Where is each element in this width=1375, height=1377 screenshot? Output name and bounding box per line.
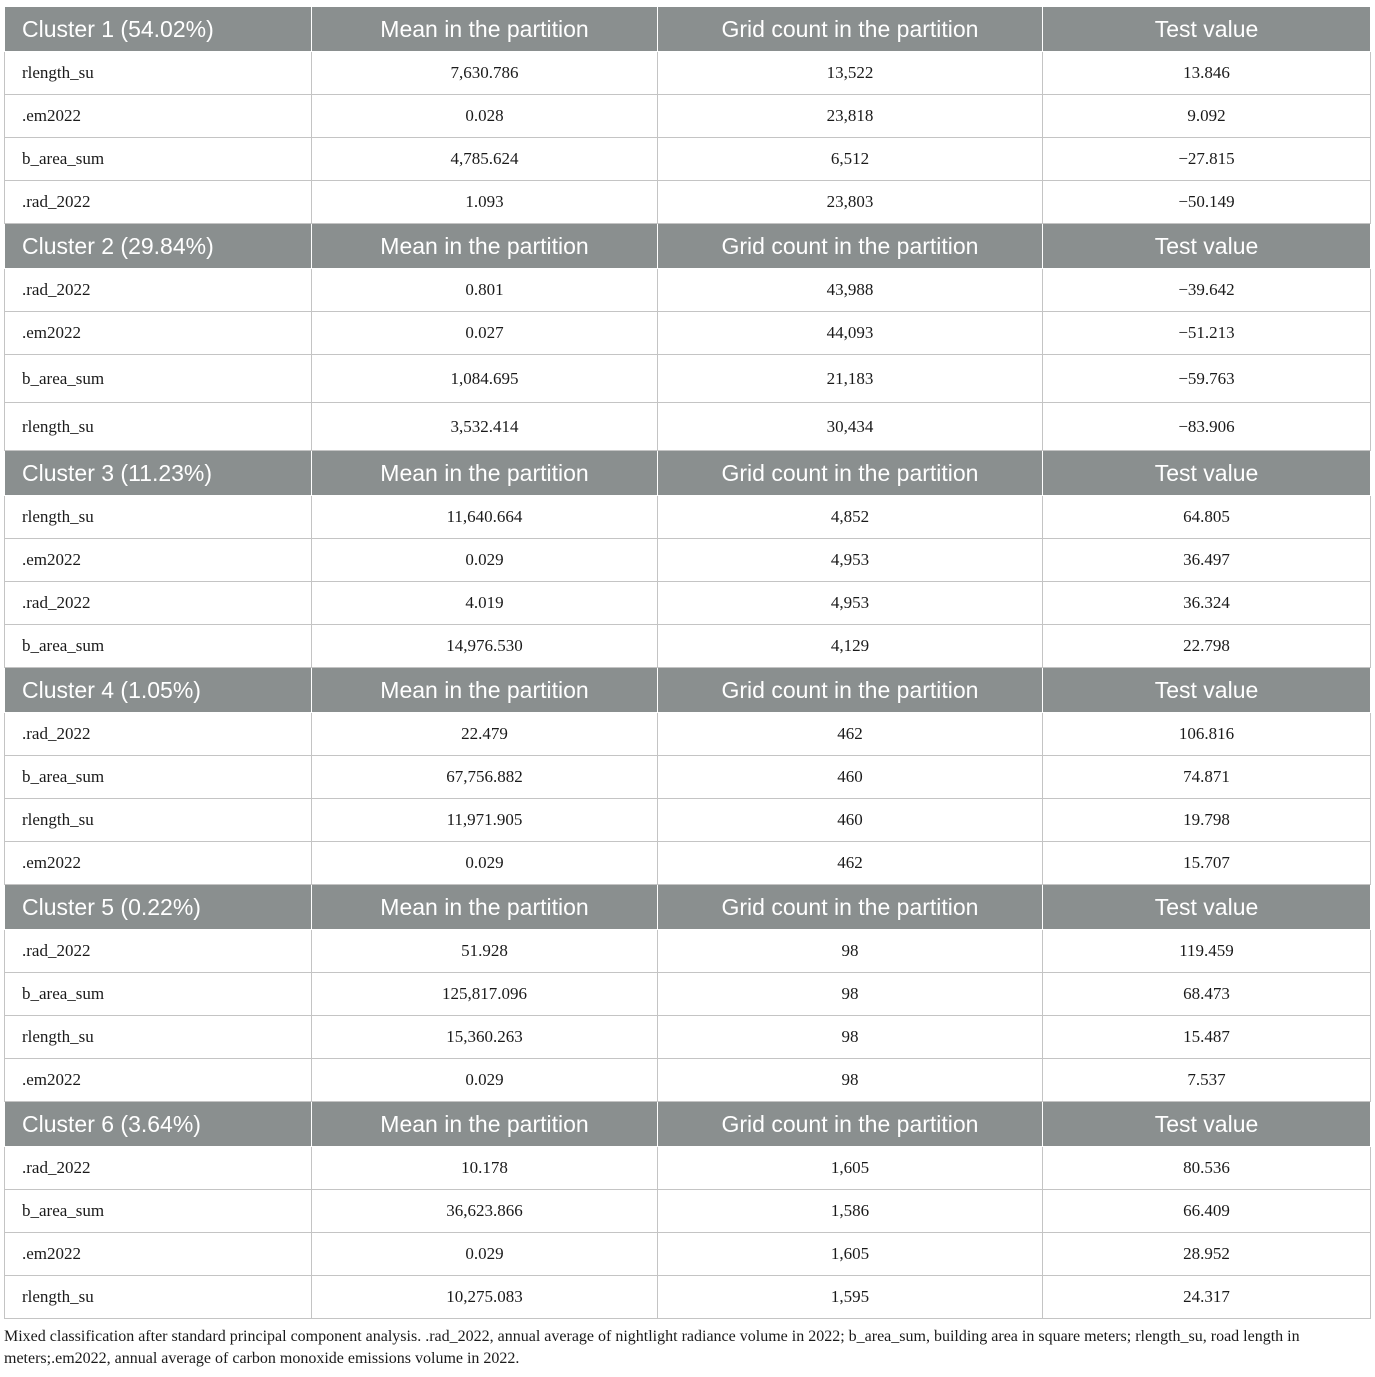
column-header: Grid count in the partition bbox=[658, 7, 1043, 52]
column-header: Mean in the partition bbox=[312, 668, 658, 713]
table-row bbox=[5, 496, 1371, 539]
value-cell: 68.473 bbox=[1043, 973, 1371, 1016]
value-cell: 4,953 bbox=[658, 582, 1043, 625]
variable-name-cell: rlength_su bbox=[5, 1276, 312, 1319]
table-row bbox=[5, 582, 1371, 625]
table-row bbox=[5, 1233, 1371, 1276]
value-cell: 23,818 bbox=[658, 95, 1043, 138]
value-cell: 0.028 bbox=[312, 95, 658, 138]
value-cell: 6,512 bbox=[658, 138, 1043, 181]
value-cell: 22.479 bbox=[312, 713, 658, 756]
value-cell: 119.459 bbox=[1043, 930, 1371, 973]
value-cell: 15,360.263 bbox=[312, 1016, 658, 1059]
table-row bbox=[5, 1016, 1371, 1059]
value-cell: 462 bbox=[658, 842, 1043, 885]
variable-name-cell: .em2022 bbox=[5, 842, 312, 885]
variable-name-cell: .rad_2022 bbox=[5, 269, 312, 312]
value-cell: 4,953 bbox=[658, 539, 1043, 582]
value-cell: −83.906 bbox=[1043, 403, 1371, 451]
variable-name-cell: .rad_2022 bbox=[5, 582, 312, 625]
variable-name-cell: .rad_2022 bbox=[5, 713, 312, 756]
column-header: Grid count in the partition bbox=[658, 885, 1043, 930]
column-header: Test value bbox=[1043, 1102, 1371, 1147]
value-cell: 80.536 bbox=[1043, 1147, 1371, 1190]
value-cell: 74.871 bbox=[1043, 756, 1371, 799]
cluster-header-row bbox=[5, 451, 1371, 496]
value-cell: 1,084.695 bbox=[312, 355, 658, 403]
value-cell: 106.816 bbox=[1043, 713, 1371, 756]
table-row bbox=[5, 269, 1371, 312]
value-cell: 0.027 bbox=[312, 312, 658, 355]
table-row bbox=[5, 181, 1371, 224]
value-cell: 36,623.866 bbox=[312, 1190, 658, 1233]
cluster-header-row bbox=[5, 885, 1371, 930]
variable-name-cell: b_area_sum bbox=[5, 625, 312, 668]
value-cell: 28.952 bbox=[1043, 1233, 1371, 1276]
value-cell: 36.324 bbox=[1043, 582, 1371, 625]
value-cell: 14,976.530 bbox=[312, 625, 658, 668]
table-row bbox=[5, 539, 1371, 582]
value-cell: 460 bbox=[658, 799, 1043, 842]
variable-name-cell: b_area_sum bbox=[5, 355, 312, 403]
value-cell: 4,785.624 bbox=[312, 138, 658, 181]
value-cell: −51.213 bbox=[1043, 312, 1371, 355]
column-header: Grid count in the partition bbox=[658, 224, 1043, 269]
cluster-table bbox=[4, 6, 1371, 1319]
value-cell: 98 bbox=[658, 1016, 1043, 1059]
value-cell: 462 bbox=[658, 713, 1043, 756]
table-row bbox=[5, 625, 1371, 668]
variable-name-cell: rlength_su bbox=[5, 1016, 312, 1059]
value-cell: 1,605 bbox=[658, 1233, 1043, 1276]
value-cell: 23,803 bbox=[658, 181, 1043, 224]
variable-name-cell: .em2022 bbox=[5, 539, 312, 582]
value-cell: 0.029 bbox=[312, 539, 658, 582]
value-cell: 0.801 bbox=[312, 269, 658, 312]
cluster-title: Cluster 4 (1.05%) bbox=[5, 668, 312, 713]
value-cell: 1,595 bbox=[658, 1276, 1043, 1319]
table-row bbox=[5, 52, 1371, 95]
cluster-header-row bbox=[5, 7, 1371, 52]
cluster-header-row bbox=[5, 224, 1371, 269]
value-cell: 21,183 bbox=[658, 355, 1043, 403]
column-header: Grid count in the partition bbox=[658, 668, 1043, 713]
column-header: Grid count in the partition bbox=[658, 451, 1043, 496]
value-cell: 51.928 bbox=[312, 930, 658, 973]
value-cell: 4,129 bbox=[658, 625, 1043, 668]
table-footnote: Mixed classification after standard principal component analysis. .rad_2022, annual average of nightlight radiance volume in 2022; b_area_sum, building area in square meters; rlength_su, road length in meters;.em2022, annual average of carbon monoxide emissions volume in 2022. bbox=[4, 1328, 1300, 1367]
cluster-table-container bbox=[4, 6, 1370, 1319]
value-cell: 3,532.414 bbox=[312, 403, 658, 451]
value-cell: 0.029 bbox=[312, 1059, 658, 1102]
value-cell: 98 bbox=[658, 930, 1043, 973]
column-header: Test value bbox=[1043, 7, 1371, 52]
variable-name-cell: .em2022 bbox=[5, 95, 312, 138]
column-header: Mean in the partition bbox=[312, 451, 658, 496]
variable-name-cell: b_area_sum bbox=[5, 138, 312, 181]
table-row bbox=[5, 842, 1371, 885]
table-row bbox=[5, 95, 1371, 138]
column-header: Test value bbox=[1043, 668, 1371, 713]
column-header: Test value bbox=[1043, 885, 1371, 930]
value-cell: 19.798 bbox=[1043, 799, 1371, 842]
table-row bbox=[5, 1190, 1371, 1233]
value-cell: −59.763 bbox=[1043, 355, 1371, 403]
variable-name-cell: .em2022 bbox=[5, 1059, 312, 1102]
value-cell: 1.093 bbox=[312, 181, 658, 224]
value-cell: 44,093 bbox=[658, 312, 1043, 355]
variable-name-cell: .rad_2022 bbox=[5, 181, 312, 224]
value-cell: 24.317 bbox=[1043, 1276, 1371, 1319]
variable-name-cell: .rad_2022 bbox=[5, 930, 312, 973]
variable-name-cell: rlength_su bbox=[5, 403, 312, 451]
table-row bbox=[5, 1276, 1371, 1319]
value-cell: 125,817.096 bbox=[312, 973, 658, 1016]
cluster-title: Cluster 6 (3.64%) bbox=[5, 1102, 312, 1147]
table-row bbox=[5, 713, 1371, 756]
table-row bbox=[5, 930, 1371, 973]
table-row bbox=[5, 403, 1371, 451]
cluster-header-row bbox=[5, 668, 1371, 713]
value-cell: 11,971.905 bbox=[312, 799, 658, 842]
value-cell: 64.805 bbox=[1043, 496, 1371, 539]
cluster-table-body bbox=[5, 7, 1371, 1319]
table-row bbox=[5, 973, 1371, 1016]
column-header: Mean in the partition bbox=[312, 885, 658, 930]
variable-name-cell: .em2022 bbox=[5, 312, 312, 355]
value-cell: 4.019 bbox=[312, 582, 658, 625]
value-cell: −50.149 bbox=[1043, 181, 1371, 224]
column-header: Mean in the partition bbox=[312, 1102, 658, 1147]
value-cell: 0.029 bbox=[312, 842, 658, 885]
cluster-header-row bbox=[5, 1102, 1371, 1147]
value-cell: 13.846 bbox=[1043, 52, 1371, 95]
value-cell: 7,630.786 bbox=[312, 52, 658, 95]
value-cell: 98 bbox=[658, 1059, 1043, 1102]
value-cell: 66.409 bbox=[1043, 1190, 1371, 1233]
table-row bbox=[5, 312, 1371, 355]
value-cell: 10.178 bbox=[312, 1147, 658, 1190]
variable-name-cell: .rad_2022 bbox=[5, 1147, 312, 1190]
cluster-title: Cluster 2 (29.84%) bbox=[5, 224, 312, 269]
column-header: Test value bbox=[1043, 224, 1371, 269]
value-cell: 10,275.083 bbox=[312, 1276, 658, 1319]
table-row bbox=[5, 138, 1371, 181]
variable-name-cell: b_area_sum bbox=[5, 756, 312, 799]
value-cell: 1,605 bbox=[658, 1147, 1043, 1190]
value-cell: 15.707 bbox=[1043, 842, 1371, 885]
value-cell: 30,434 bbox=[658, 403, 1043, 451]
variable-name-cell: rlength_su bbox=[5, 799, 312, 842]
value-cell: 67,756.882 bbox=[312, 756, 658, 799]
column-header: Mean in the partition bbox=[312, 7, 658, 52]
column-header: Mean in the partition bbox=[312, 224, 658, 269]
value-cell: 460 bbox=[658, 756, 1043, 799]
value-cell: 0.029 bbox=[312, 1233, 658, 1276]
value-cell: 22.798 bbox=[1043, 625, 1371, 668]
column-header: Grid count in the partition bbox=[658, 1102, 1043, 1147]
value-cell: 43,988 bbox=[658, 269, 1043, 312]
table-row bbox=[5, 756, 1371, 799]
value-cell: 15.487 bbox=[1043, 1016, 1371, 1059]
value-cell: 1,586 bbox=[658, 1190, 1043, 1233]
value-cell: 4,852 bbox=[658, 496, 1043, 539]
variable-name-cell: rlength_su bbox=[5, 52, 312, 95]
table-row bbox=[5, 1059, 1371, 1102]
cluster-title: Cluster 5 (0.22%) bbox=[5, 885, 312, 930]
variable-name-cell: .em2022 bbox=[5, 1233, 312, 1276]
column-header: Test value bbox=[1043, 451, 1371, 496]
value-cell: 11,640.664 bbox=[312, 496, 658, 539]
table-row bbox=[5, 355, 1371, 403]
table-row bbox=[5, 799, 1371, 842]
value-cell: −39.642 bbox=[1043, 269, 1371, 312]
value-cell: −27.815 bbox=[1043, 138, 1371, 181]
cluster-title: Cluster 3 (11.23%) bbox=[5, 451, 312, 496]
variable-name-cell: b_area_sum bbox=[5, 973, 312, 1016]
value-cell: 9.092 bbox=[1043, 95, 1371, 138]
value-cell: 36.497 bbox=[1043, 539, 1371, 582]
value-cell: 13,522 bbox=[658, 52, 1043, 95]
variable-name-cell: rlength_su bbox=[5, 496, 312, 539]
cluster-title: Cluster 1 (54.02%) bbox=[5, 7, 312, 52]
value-cell: 98 bbox=[658, 973, 1043, 1016]
variable-name-cell: b_area_sum bbox=[5, 1190, 312, 1233]
value-cell: 7.537 bbox=[1043, 1059, 1371, 1102]
table-row bbox=[5, 1147, 1371, 1190]
